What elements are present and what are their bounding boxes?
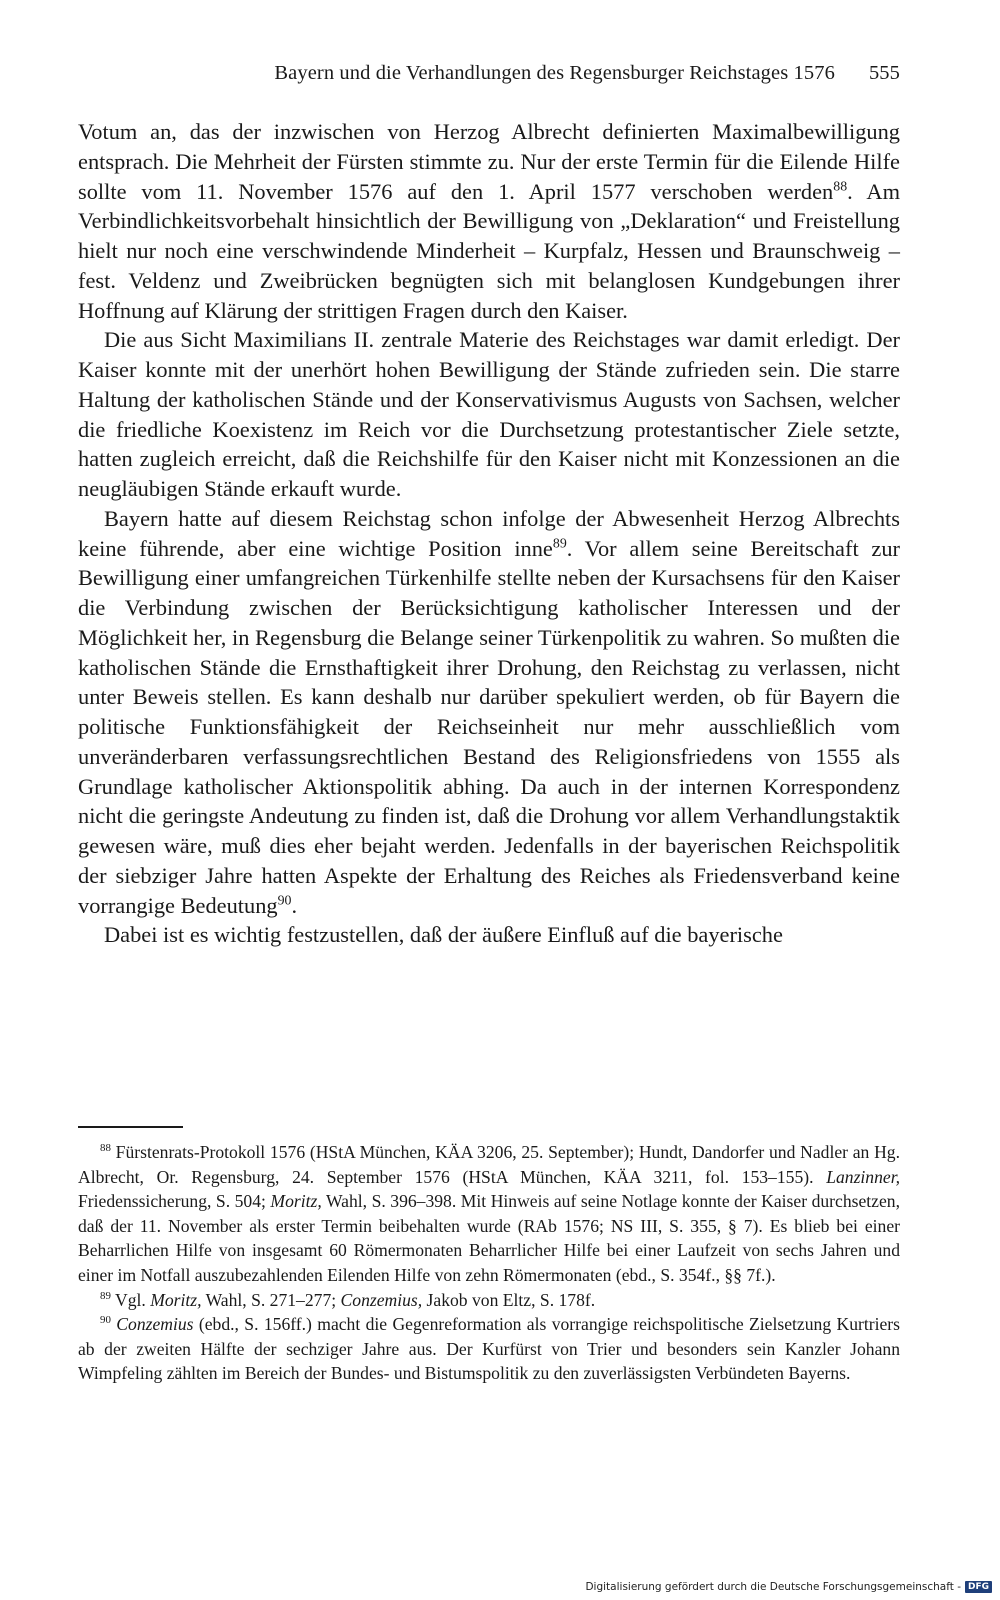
running-title: Bayern und die Verhandlungen des Regensburger Reichstages 1576	[274, 62, 835, 84]
author-name: Conzemius,	[340, 1289, 423, 1310]
author-name: Conzemius	[116, 1314, 194, 1335]
paragraph-1	[78, 117, 900, 325]
footnote-text: Wahl, S. 396–398. Mit Hinweis auf seine Notlage konnte der Kaiser durchsetzen, daß der 11. November als erster Termin beibehalten wurde (RAb 1576; NS III, S. 355, § 7). Es blieb bei einer Beharrlichen Hilfe von insgesamt 60 Römermonaten Beharrlicher Hilfe bei einer Laufzeit von sechs Jahren und einer im Notfall auszubezahlenden Eilenden Hilfe von zehn Römermonaten (ebd., S. 354f., §§ 7f.).	[78, 1191, 900, 1285]
author-name: Moritz,	[150, 1289, 202, 1310]
digitization-credit	[585, 1581, 992, 1593]
footnote-rule	[78, 1126, 183, 1128]
footnote-text: Jakob von Eltz, S. 178f.	[422, 1289, 596, 1310]
page-number: 555	[868, 62, 900, 84]
author-name: Lanzinner,	[826, 1166, 900, 1187]
paragraph-1-text-b: . Am Verbindlichkeitsvorbehalt hinsichtlich der Bewilligung von „Deklaration“ und Freistellung hielt nur noch eine verschwindende Minderheit – Kurpfalz, Hessen und Braunschweig – fest. Veldenz und Zweibrücken begnügten sich mit belanglosen Kundgebungen ihrer Hoffnung auf Klärung der strittigen Fragen durch den Kaiser.	[78, 178, 900, 323]
paragraph-3-text-b: . Vor allem seine Bereitschaft zur Bewilligung einer umfangreichen Türkenhilfe stellte neben der Kursachsens für den Kaiser die Verbindung zwischen der Berücksichtigung katholischer Interessen und der Möglichkeit her, in Regensburg die Belange seiner Türkenpolitik zu wahren. So mußten die katholischen Stände die Ernsthaftigkeit ihrer Drohung, den Reichstag zu verlassen, nicht unter Beweis stellen. Es kann deshalb nur darüber spekuliert werden, ob für Bayern die politische Funktionsfähigkeit der Reichseinheit nur mehr ausschließlich vom unveränderbaren verfassungsrechtlichen Bestand des Religionsfriedens von 1555 als Grundlage katholischer Aktionspolitik abhing. Da auch in der internen Korrespondenz nicht die geringste Andeutung zu finden ist, daß die Drohung vor allem Verhandlungstaktik gewesen wäre, muß dies eher bejaht werden. Jedenfalls in der bayerischen Reichspolitik der siebziger Jahre hatten Aspekte der Erhaltung des Reiches als Friedensverband keine vorrangige Bedeutung	[78, 535, 900, 918]
footnote-ref-88[interactable]: 88	[833, 179, 848, 195]
footnote-88	[78, 1140, 900, 1288]
paragraph-3-text-c: .	[291, 892, 298, 918]
footnote-90	[78, 1312, 900, 1386]
footnote-ref-90[interactable]: 90	[277, 893, 292, 909]
footnote-text: Friedenssicherung, S. 504;	[78, 1191, 271, 1212]
footnote-text: Wahl, S. 271–277;	[201, 1289, 341, 1310]
paragraph-3-text-a: Bayern hatte auf diesem Reichstag schon infolge der Abwesenheit Herzog Albrechts keine führende, aber eine wichtige Position inne	[78, 505, 900, 561]
running-head	[78, 60, 900, 86]
footnote-89	[78, 1288, 900, 1313]
footnote-text: Vgl.	[115, 1289, 151, 1310]
credit-text: Digitalisierung gefördert durch die Deutsche Forschungsgemeinschaft -	[585, 1581, 961, 1593]
paragraph-3	[78, 504, 900, 921]
footnote-text: (ebd., S. 156ff.) macht die Gegenreformation als vorrangige reichspolitische Zielsetzung Kurtriers ab der zweiten Hälfte der sechziger Jahre aus. Der Kurfürst von Trier und besonders sein Kanzler Johann Wimpfeling zählten im Bereich der Bundes- und Bistumspolitik zu den zuverlässigsten Verbündeten Bayerns.	[78, 1314, 901, 1384]
footnote-number: 89	[100, 1289, 111, 1302]
paragraph-2: Die aus Sicht Maximilians II. zentrale Materie des Reichstages war damit erledigt. Der Kaiser konnte mit der unerhört hohen Bewilligung der Stände zufrieden sein. Die starre Haltung der katholischen Stände und der Konservativismus Augusts von Sachsen, welcher die friedliche Koexistenz im Reich vor die Durchsetzung protestantischer Ziele setzte, hatten zugleich erreicht, daß die Reichshilfe für den Kaiser nicht mit Konzessionen an die neugläubigen Stände erkauft wurde.	[78, 327, 900, 501]
footnote-text: Fürstenrats-Protokoll 1576 (HStA München, KÄA 3206, 25. September); Hundt, Dandorfer und Nadler an Hg. Albrecht, Or. Regensburg, 24. September 1576 (HStA München, KÄA 3211, fol. 153–155).	[78, 1142, 900, 1187]
footnote-ref-89[interactable]: 89	[552, 536, 567, 552]
paragraph-1-text-a: Votum an, das der inzwischen von Herzog Albrecht definierten Maximalbewilligung entsprach. Die Mehrheit der Fürsten stimmte zu. Nur der erste Termin für die Eilende Hilfe sollte vom 11. November 1576 auf den 1. April 1577 verschoben werden	[78, 119, 900, 204]
paragraph-4: Dabei ist es wichtig festzustellen, daß der äußere Einfluß auf die bayerische	[104, 922, 783, 948]
footnote-number: 90	[100, 1314, 111, 1327]
author-name: Moritz,	[270, 1191, 322, 1212]
footnotes	[78, 1140, 900, 1386]
dfg-logo: DFG	[965, 1581, 992, 1593]
body-text	[78, 117, 900, 950]
footnote-number: 88	[100, 1142, 111, 1155]
